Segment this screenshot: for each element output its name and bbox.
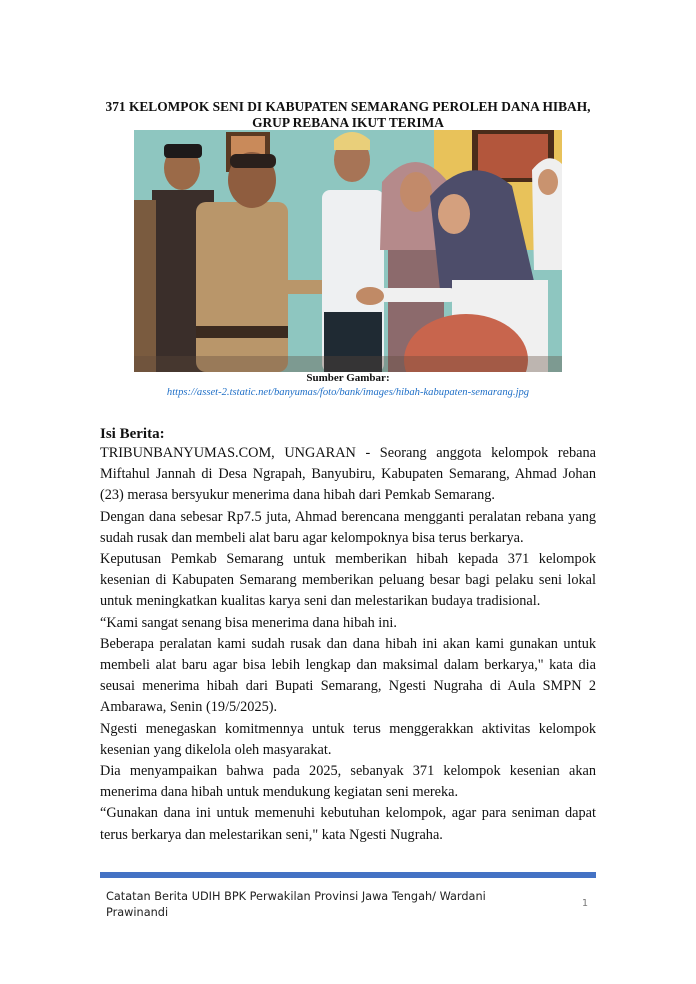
image-caption (100, 372, 596, 385)
paragraph: TRIBUNBANYUMAS.COM, UNGARAN - Seorang anggota kelompok rebana Miftahul Jannah di Desa Ngrapah, Banyubiru, Kabupaten Semarang, Ahmad Johan (23) merasa bersyukur menerima dana hibah dari Pemkab Semarang. (100, 445, 596, 504)
footer-divider (100, 872, 596, 878)
page-number: 1 (582, 898, 589, 909)
footer-line-1: Catatan Berita UDIH BPK Perwakilan Provinsi Jawa Tengah/ Wardani (106, 890, 486, 903)
paragraph: Keputusan Pemkab Semarang untuk memberikan hibah kepada 371 kelompok kesenian di Kabupaten Semarang memberikan peluang besar bagi pelaku seni lokal untuk meningkatkan kualitas karya seni dan melestarikan budaya tradisional. (100, 551, 596, 610)
paragraph: “Gunakan dana ini untuk memenuhi kebutuhan kelompok, agar para seniman dapat terus berkarya dan melestarikan seni," kata Ngesti Nugraha. (100, 805, 596, 843)
article-body (100, 443, 596, 846)
article-photo (134, 130, 562, 372)
footer-line-2: Prawinandi (106, 906, 169, 919)
section-heading: Isi Berita: (100, 426, 165, 442)
paragraph: Dia menyampaikan bahwa pada 2025, sebanyak 371 kelompok kesenian akan menerima dana hibah untuk mendukung kegiatan seni mereka. (100, 763, 596, 801)
image-caption-colon: : (385, 372, 390, 384)
image-source-link[interactable]: https://asset-2.tstatic.net/banyumas/foto/bank/images/hibah-kabupaten-semarang.jpg (166, 387, 530, 398)
paragraph: “Kami sangat senang bisa menerima dana hibah ini. (100, 614, 397, 631)
paragraph: Dengan dana sebesar Rp7.5 juta, Ahmad berencana mengganti peralatan rebana yang sudah rusak dan membeli alat baru agar kelompoknya bisa terus berkarya. (100, 508, 596, 546)
paragraph: Ngesti menegaskan komitmennya untuk terus menggerakkan aktivitas kelompok kesenian yang dikelola oleh masyarakat. (100, 720, 596, 758)
footer-note (106, 889, 506, 921)
article-title: 371 KELOMPOK SENI DI KABUPATEN SEMARANG PEROLEH DANA HIBAH, GRUP REBANA IKUT TERIMA (105, 99, 591, 130)
image-caption-label: Sumber Gambar (306, 372, 386, 384)
paragraph: Beberapa peralatan kami sudah rusak dan dana hibah ini akan kami gunakan untuk membeli alat baru agar bisa lebih lengkap dan maksimal dalam berkarya," kata dia seusai menerima hibah dari Bupati Semarang, Ngesti Nugraha di Aula SMPN 2 Ambarawa, Senin (19/5/2025). (100, 635, 596, 716)
